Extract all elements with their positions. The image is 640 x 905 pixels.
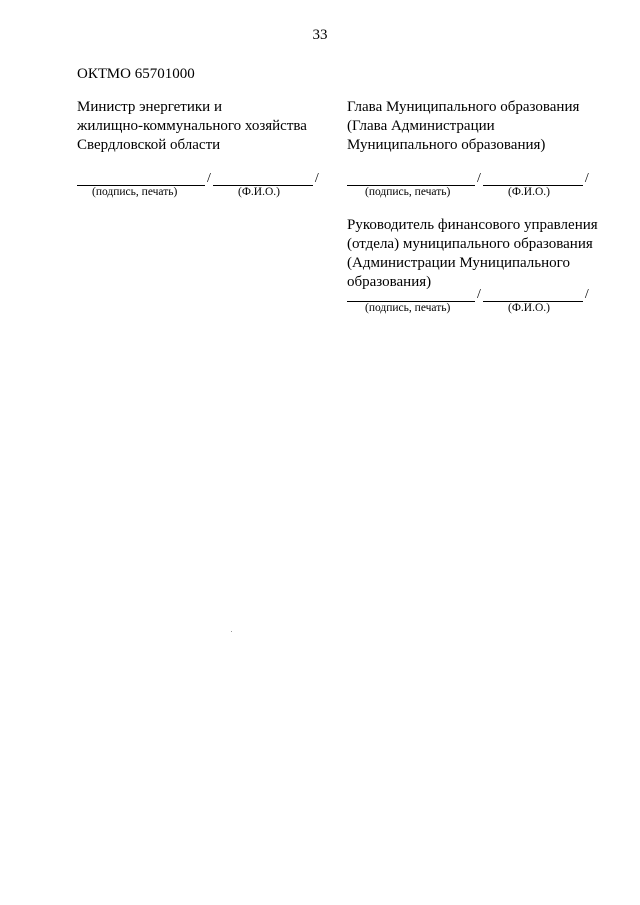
signature-line [347, 171, 475, 186]
signature-caption: (подпись, печать) [92, 186, 178, 198]
title-line: (отдела) муниципального образования [347, 236, 593, 252]
title-line: Министр энергетики и [77, 99, 222, 115]
name-line [483, 287, 583, 302]
left-signature-row [77, 170, 321, 186]
title-line: (Глава Администрации [347, 118, 495, 134]
slash: / [584, 171, 589, 186]
right-2-signature-row [347, 286, 591, 302]
slash: / [477, 287, 481, 302]
slash: / [477, 171, 481, 186]
title-line: Глава Муниципального образования [347, 99, 580, 115]
signature-caption: (подпись, печать) [365, 302, 451, 314]
right-1-signature-row [347, 170, 591, 186]
title-line: Свердловской области [77, 137, 221, 153]
name-line [213, 171, 313, 186]
scan-speck [231, 631, 232, 632]
name-caption: (Ф.И.О.) [238, 186, 280, 198]
title-line: образования) [347, 274, 432, 290]
title-line: (Администрации Муниципального [347, 255, 570, 271]
title-line: жилищно-коммунального хозяйства [77, 118, 307, 134]
slash: / [207, 171, 211, 186]
name-caption: (Ф.И.О.) [508, 186, 550, 198]
name-caption: (Ф.И.О.) [508, 302, 550, 314]
signature-caption: (подпись, печать) [365, 186, 451, 198]
signature-line [347, 287, 475, 302]
left-signatory-title [77, 98, 307, 155]
title-line: Руководитель финансового управления [347, 217, 598, 233]
right-signatory-2-title [347, 216, 598, 292]
name-line [483, 171, 583, 186]
signature-line [77, 171, 205, 186]
title-line: Муниципального образования) [347, 137, 546, 153]
slash: / [584, 287, 589, 302]
oktmo-code: ОКТМО 65701000 [77, 66, 195, 82]
right-signatory-1-title [347, 98, 579, 155]
page-number: 33 [312, 27, 328, 43]
slash: / [314, 171, 319, 186]
